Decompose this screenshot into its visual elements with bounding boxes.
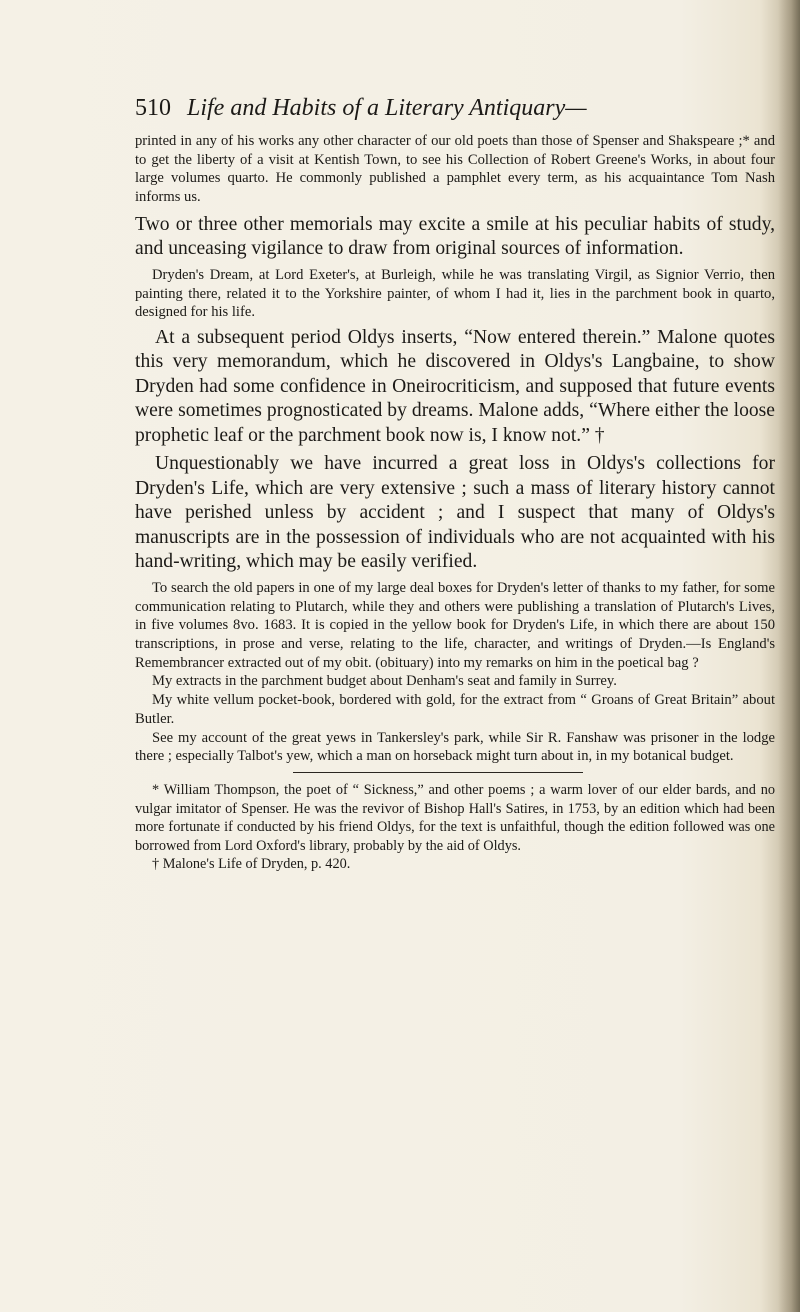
page-edge-shadow	[778, 0, 800, 1312]
footnote-malone: † Malone's Life of Dryden, p. 420.	[152, 856, 351, 873]
paragraph-oldys-inserts: At a subsequent period Oldys inserts, “Now entered therein.” Malone quotes this very memorandum, which he discovered in Oldys's Langbaine, to show Dryden had some confidence in Oneirocriticism, and supposed that future events were sometimes prognosticated by dreams. Malone adds, “Where either the loose prophetic leaf or the parchment book now is, I know not.” †	[135, 326, 775, 446]
page-number: 510	[135, 95, 171, 121]
note-parchment-budget: My extracts in the parchment budget about Denham's seat and family in Surrey.	[152, 673, 617, 690]
paragraph-memorials: Two or three other memorials may excite a smile at his peculiar habits of study, and unceasing vigilance to draw from original sources of information.	[135, 213, 775, 260]
paragraph-unquestionably: Unquestionably we have incurred a great loss in Oldys's collections for Dryden's Life, which are very extensive ; such a mass of literary history cannot have perished unless by accident ; and I suspect that many of Oldys's manuscripts are in the possession of individuals who are not acquainted with his hand-writing, which may be easily verified.	[135, 453, 775, 573]
running-title: Life and Habits of a Literary Antiquary—	[187, 95, 587, 121]
footnote-thompson: * William Thompson, the poet of “ Sickness,” and other poems ; a warm lover of our elder bards, and no vulgar imitator of Spenser. He was the revivor of Bishop Hall's Satires, in 1753, by an edition which had been more fortunate if conducted by his friend Oldys, for the text is unfaithful, though the edition followed was one borrowed from Lord Oxford's library, probably by the aid of Oldys.	[135, 781, 775, 854]
note-yews: See my account of the great yews in Tankersley's park, while Sir R. Fanshaw was prisoner in the lodge there ; especially Talbot's yew, which a man on horseback might turn about in, in my botanical budget.	[135, 729, 775, 765]
note-vellum-pocket-book: My white vellum pocket-book, bordered with gold, for the extract from “ Groans of Great Britain” about Butler.	[135, 692, 775, 727]
paragraph-continuation: printed in any of his works any other character of our old poets than those of Spenser and Shakspeare ;* and to get the liberty of a visit at Kentish Town, to see his Collection of Robert Greene's Works, in about four large volumes quarto. He commonly published a pamphlet every term, as his acquaintance Tom Nash informs us.	[135, 133, 775, 206]
footnote-rule	[293, 772, 583, 773]
running-head	[135, 92, 775, 124]
note-search-papers: To search the old papers in one of my large deal boxes for Dryden's letter of thanks to my father, for some communication relating to Plutarch, while they and others were publishing a translation of Plutarch's Lives, in five volumes 8vo. 1683. It is copied in the yellow book for Dryden's Life, in which there are about 150 transcriptions, in prose and verse, relating to the life, character, and writings of Dryden.—Is England's Remembrancer extracted out of my obit. (obituary) into my remarks on him in the poetical bag ?	[135, 579, 775, 671]
page-content	[135, 92, 775, 874]
note-drydens-dream: Dryden's Dream, at Lord Exeter's, at Burleigh, while he was translating Virgil, as Signior Verrio, then painting there, related it to the Yorkshire painter, of whom I had it, lies in the parchment book in quarto, designed for his life.	[135, 266, 775, 321]
